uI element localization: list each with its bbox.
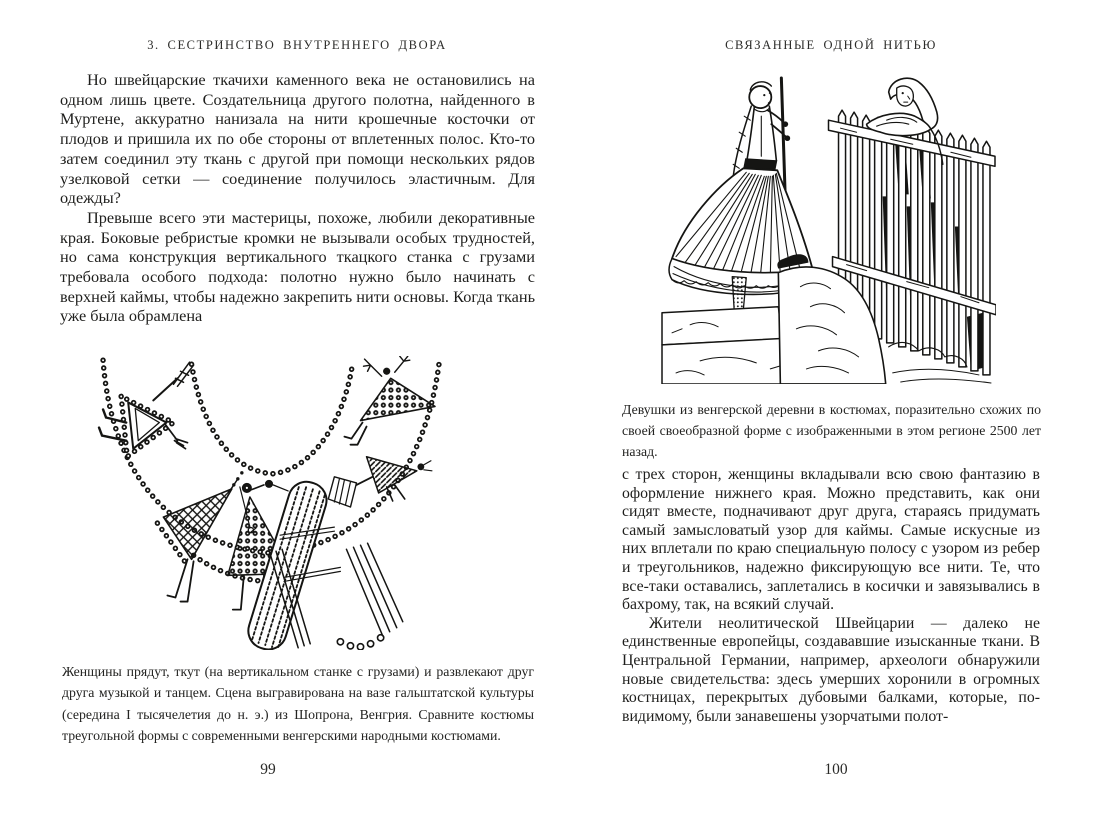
figure-caption-left: Женщины прядут, ткут (на вертикальном станке с грузами) и развлекают друг друга музыкой и танцем. Сцена выгравирована на вазе гальштатской культуры (середина I тысячелетия до н. э.) из Шопрона, Венгрия. Сравните костюмы треугольной формы с современными венгерскими народными костюмами. [62, 664, 534, 744]
page-number-right: 100 [824, 761, 848, 778]
paragraph: Жители неолитической Швейцарии — далеко не единственные европейцы, создававшие изысканные ткани. В Центральной Германии, например, археологи обнаружили новые свидетельства: здесь умерших хоронили в огромных костницах, перекрытых дубовыми балками, которые, по-видимому, были занавешены узорчатыми полот- [622, 614, 1040, 725]
paragraph: Превыше всего эти мастерицы, похоже, любили декоративные края. Боковые ребристые кромки не вызывали особых трудностей, но сама конструкция вертикального ткацкого станка с грузами требовала особого подхода: полотно нужно было начинать с верхней каймы, чтобы надежно закрепить нити основы. Когда ткань уже была обрамлена [60, 207, 535, 326]
figure-caption-right: Девушки из венгерской деревни в костюмах, поразительно схожих по своей своеобразной форме с изображенными в этом регионе 2500 лет назад. [622, 402, 1041, 459]
running-head-left: 3. СЕСТРИНСТВО ВНУТРЕННЕГО ДВОРА [147, 38, 447, 52]
vase-engraving-illustration [93, 356, 445, 650]
paragraph: Но швейцарские ткачихи каменного века не остановились на одном лишь цвете. Создательница другого полотна, найденного в Муртене, аккуратно нанизала на нити крошечные косточки от плодов и пришила их по обе стороны от вплетенных полос. Кто-то затем соединил эту ткань с другой при помощи нескольких рядов узелковой сетки — соединение получилось эластичным. Для одежды? [60, 70, 535, 208]
page-number-left: 99 [260, 761, 276, 778]
village-girls-illustration [660, 76, 996, 384]
paragraph: с трех сторон, женщины вкладывали всю свою фантазию в оформление нижнего края. Можно представить, как они сидят вместе, подначивают друг друга, стараясь придумать самый замысловатый узор для каймы. Самые искусные из них вплетали по краю специальную полосу с узором из ребер и треугольников, надежно фиксирующую все нити. Те, что все-таки оставались, заплетались в косички и завязывались в бахрому, так, на всякий случай. [622, 466, 1040, 614]
running-head-right: СВЯЗАННЫЕ ОДНОЙ НИТЬЮ [725, 38, 937, 52]
right-page-body [622, 466, 1040, 726]
left-page-body [60, 70, 535, 326]
